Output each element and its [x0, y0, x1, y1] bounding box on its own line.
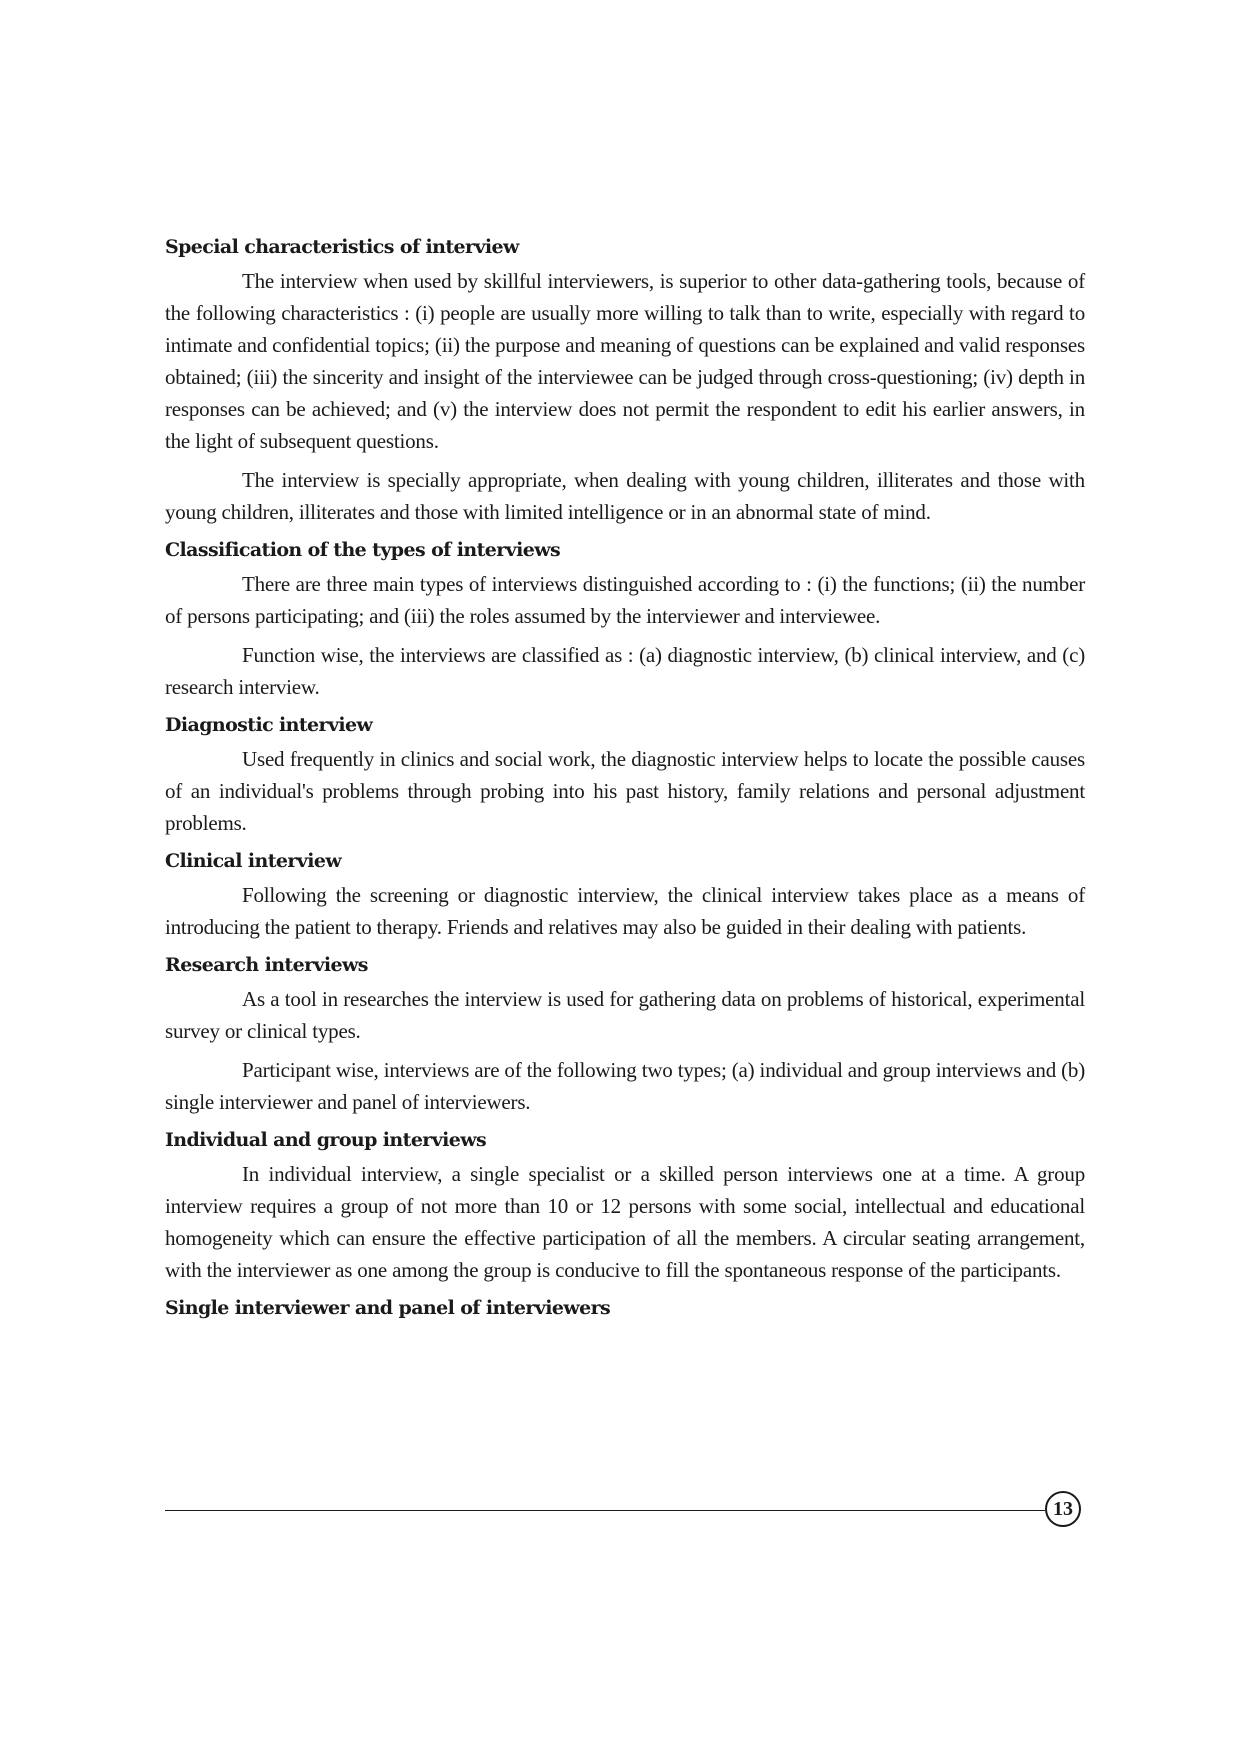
paragraph: The interview when used by skillful interviewers, is superior to other data-gathering tools, because of the following characteristics : (i) people are usually more willing to talk than to write, especially with regard to intimate and confidential topics; (ii) the purpose and meaning of questions can be explained and valid responses obtained; (iii) the sincerity and insight of the interviewee can be judged through cross-questioning; (iv) depth in responses can be achieved; and (v) the interview does not permit the respondent to edit his earlier answers, in the light of subsequent questions.	[165, 269, 1085, 453]
paragraph: As a tool in researches the interview is used for gathering data on problems of historical, experimental survey or clinical types.	[165, 987, 1085, 1043]
heading-special-characteristics: Special characteristics of interview	[165, 236, 519, 258]
paragraph: Participant wise, interviews are of the following two types; (a) individual and group interviews and (b) single interviewer and panel of interviewers.	[165, 1058, 1085, 1114]
heading-individual-group-interviews: Individual and group interviews	[165, 1129, 487, 1151]
page-number: 13	[1045, 1491, 1081, 1527]
heading-research-interviews: Research interviews	[165, 954, 368, 976]
heading-diagnostic-interview: Diagnostic interview	[165, 714, 373, 736]
heading-classification: Classification of the types of interviews	[165, 539, 561, 561]
paragraph: There are three main types of interviews distinguished according to : (i) the functions; (ii) the number of persons participating; and (iii) the roles assumed by the interviewer and interviewee.	[165, 572, 1085, 628]
heading-single-panel-interviewers: Single interviewer and panel of interviewers	[165, 1297, 611, 1319]
paragraph: Function wise, the interviews are classified as : (a) diagnostic interview, (b) clinical interview, and (c) research interview.	[165, 643, 1085, 699]
paragraph: The interview is specially appropriate, when dealing with young children, illiterates and those with young children, illiterates and those with limited intelligence or in an abnormal state of mind.	[165, 468, 1085, 524]
page-body	[165, 232, 1085, 1326]
paragraph: In individual interview, a single specialist or a skilled person interviews one at a time. A group interview requires a group of not more than 10 or 12 persons with some social, intellectual and educational homogeneity which can ensure the effective participation of all the members. A circular seating arrangement, with the interviewer as one among the group is conducive to fill the spontaneous response of the participants.	[165, 1162, 1085, 1282]
paragraph: Used frequently in clinics and social work, the diagnostic interview helps to locate the possible causes of an individual's problems through probing into his past history, family relations and personal adjustment problems.	[165, 747, 1085, 835]
footer-rule	[165, 1510, 1045, 1511]
paragraph: Following the screening or diagnostic interview, the clinical interview takes place as a means of introducing the patient to therapy. Friends and relatives may also be guided in their dealing with patients.	[165, 883, 1085, 939]
heading-clinical-interview: Clinical interview	[165, 850, 342, 872]
